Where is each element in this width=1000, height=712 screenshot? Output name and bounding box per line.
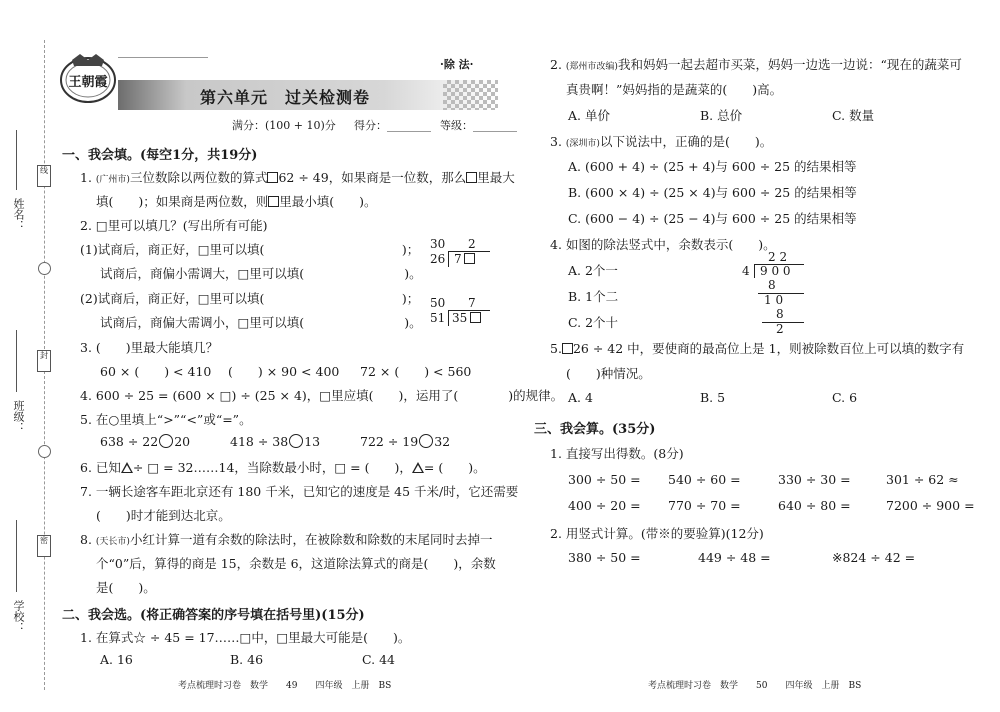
ld1-divisor: 26 <box>430 252 446 266</box>
ld2-above-left: 50 <box>430 296 446 310</box>
sidebar-mark-seal: 封 <box>37 350 51 372</box>
sidebar-class-label: 班级： <box>12 400 25 433</box>
ld1-dividend: 7 <box>454 252 462 266</box>
sidebar-school-label: 学校： <box>12 600 25 633</box>
s2-q1-option-a[interactable]: A. 16 <box>100 652 133 667</box>
r-q2-option-c[interactable]: C. 数量 <box>832 108 875 123</box>
s2-q1: 1. 在算式☆ ÷ 45 = 17……□中，□里最大可能是( )。 <box>80 630 411 645</box>
r-q3-option-b[interactable]: B. (600 × 4) ÷ (25 × 4)与 600 ÷ 25 的结果相等 <box>568 185 857 200</box>
ld1-box[interactable] <box>464 253 475 264</box>
ld2-box[interactable] <box>470 312 481 323</box>
r-q3-title <box>550 132 772 150</box>
r-q5-line2: ( )种情况。 <box>566 366 651 381</box>
q1-number: 1. <box>80 170 92 185</box>
q8-text-a: 小红计算一道有余数的除法时，在被除数和除数的末尾同时去掉一 <box>129 532 493 547</box>
ld2-divisor: 51 <box>430 311 446 325</box>
q4-text: 4. 600 ÷ 25 = (600 × □) ÷ (25 × 4)，□里应填( )，运用了( )的规律。 <box>80 388 564 403</box>
triangle-icon <box>121 462 133 473</box>
rld-remainder: 2 <box>776 322 784 336</box>
sidebar-mark-line: 线 <box>37 165 51 187</box>
ld2-dividend: 35 <box>452 311 468 325</box>
section1-title: 一、我会填。(每空1分，共19分) <box>62 148 258 163</box>
r-q3-number: 3. <box>550 134 562 149</box>
q5-title: 5. 在○里填上“>”“<”或“=”。 <box>80 412 252 427</box>
s3-q2-title: 2. 用竖式计算。(带※的要验算)(12分) <box>550 526 764 541</box>
ld2-bracket-side <box>448 310 449 326</box>
q7-line2: ( )时才能到达北京。 <box>96 508 231 523</box>
q5-a-right: 20 <box>174 434 191 449</box>
sidebar-mark-secret: 密 <box>37 535 51 557</box>
r-q3-option-a[interactable]: A. (600 + 4) ÷ (25 + 4)与 600 ÷ 25 的结果相等 <box>568 159 857 174</box>
calc-item: 400 ÷ 20 = <box>568 498 641 513</box>
sidebar-name-label: 姓名： <box>12 198 25 231</box>
sidebar-ring-1 <box>38 262 51 275</box>
score-full: 满分：(100 + 10)分 <box>232 119 336 132</box>
rld-quotient: 2 2 <box>768 250 788 264</box>
r-q4-title: 4. 如图的除法竖式中，余数表示( )。 <box>550 237 776 252</box>
sidebar-name-underline <box>16 130 17 190</box>
q5-c-circle[interactable] <box>419 434 433 448</box>
r-q4-option-c[interactable]: C. 2个十 <box>568 315 619 330</box>
q5-a-circle[interactable] <box>159 434 173 448</box>
r-q2-line1 <box>550 55 962 73</box>
r-q5-box[interactable] <box>562 343 573 354</box>
checker-pattern <box>443 80 498 110</box>
calc-item: 301 ÷ 62 ≈ <box>886 472 959 487</box>
topic-label: ·除 法· <box>440 58 474 71</box>
ld1-bracket-side <box>448 251 449 267</box>
rld-step1: 8 <box>768 278 776 292</box>
calc-item: 300 ÷ 50 = <box>568 472 641 487</box>
calc-item: 7200 ÷ 900 = <box>886 498 975 513</box>
q6-c: = ( )。 <box>423 460 486 475</box>
r-q4-option-a[interactable]: A. 2个一 <box>568 263 618 278</box>
s3-q1-title: 1. 直接写出得数。(8分) <box>550 446 684 461</box>
q5-item-c <box>360 434 450 449</box>
long-division-figure <box>740 250 810 334</box>
q6-b: ÷ □ = 32……14，当除数最小时，□ = ( )， <box>132 460 412 475</box>
q6-a: 6. 已知 <box>80 460 121 475</box>
r-q3-option-c[interactable]: C. (600 − 4) ÷ (25 − 4)与 600 ÷ 25 的结果相等 <box>568 211 857 226</box>
q3-item-c: 72 × ( ) < 560 <box>360 364 472 379</box>
sidebar-school-underline <box>16 520 17 592</box>
rld-bracket-side <box>754 264 755 278</box>
calc-item: 770 ÷ 70 = <box>668 498 741 513</box>
grade-label: 等级：________ <box>440 119 517 132</box>
q1-line2-text-a: 填( )；如果商是两位数，则 <box>96 194 269 209</box>
rld-step3: 8 <box>776 307 784 321</box>
q1-source: (广州市) <box>95 175 130 185</box>
q2-1-line2: 试商后，商偏小需调大，□里可以填( )。 <box>100 266 422 281</box>
q3-item-b: ( ) × 90 < 400 <box>228 364 340 379</box>
q5-b-left: 418 ÷ 38 <box>230 434 289 449</box>
r-q2-number: 2. <box>550 57 562 72</box>
q1-line1 <box>80 168 515 186</box>
q1-box-3[interactable] <box>268 196 279 207</box>
section3-title: 三、我会算。(35分) <box>534 422 656 437</box>
page-title: 第六单元 过关检测卷 <box>200 88 371 107</box>
score-label: 得分：________ <box>354 119 431 132</box>
rld-step2: 1 0 <box>764 293 784 307</box>
q8-source: (天长市) <box>95 537 130 547</box>
q5-a-left: 638 ÷ 22 <box>100 434 159 449</box>
q7-line1: 7. 一辆长途客车距北京还有 180 千米，已知它的速度是 45 千米/时，它还需要 <box>80 484 519 499</box>
q5-c-right: 32 <box>434 434 451 449</box>
calc-item: 640 ÷ 80 = <box>778 498 851 513</box>
q6-text <box>80 458 486 476</box>
q8-number: 8. <box>80 532 92 547</box>
r-q3-source: (深圳市) <box>565 139 600 149</box>
vertical-calc-item: ※824 ÷ 42 = <box>832 550 916 565</box>
q8-line1 <box>80 530 492 548</box>
q5-b-circle[interactable] <box>289 434 303 448</box>
header-ribbon <box>118 57 208 71</box>
vertical-calc-item: 380 ÷ 50 = <box>568 550 641 565</box>
r-q4-option-b[interactable]: B. 1个二 <box>568 289 619 304</box>
q2-2-line2: 试商后，商偏大需调小，□里可以填( )。 <box>100 315 422 330</box>
s2-q1-option-b[interactable]: B. 46 <box>230 652 264 667</box>
q2-2-line1: (2)试商后，商正好，□里可以填( )； <box>80 291 420 306</box>
sidebar-ring-2 <box>38 445 51 458</box>
q3-item-a: 60 × ( ) < 410 <box>100 364 212 379</box>
q8-line3: 是( )。 <box>96 580 156 595</box>
r-q5-number: 5. <box>550 341 562 356</box>
r-q2-option-a[interactable]: A. 单价 <box>568 108 610 123</box>
sidebar-class-underline <box>16 330 17 392</box>
ld1-above-left: 30 <box>430 237 446 251</box>
q5-item-a <box>100 434 190 449</box>
right-footer: 考点梳理时习卷 数学 50 四年级 上册 BS <box>648 681 862 691</box>
rld-divisor: 4 <box>742 264 750 278</box>
q1-line2 <box>96 192 377 210</box>
q3-title: 3. ( )里最大能填几？ <box>80 340 219 355</box>
s2-q1-option-c[interactable]: C. 44 <box>362 652 395 667</box>
calc-item: 540 ÷ 60 = <box>668 472 741 487</box>
r-q5-text: 26 ÷ 42 中，要使商的最高位上是 1，则被除数百位上可以填的数字有 <box>572 341 965 356</box>
brand-logo <box>58 52 118 104</box>
q1-text-c: 里最大 <box>477 170 515 185</box>
rld-dividend: 9 0 0 <box>760 264 791 278</box>
brand-logo-text: 王朝霞 <box>68 75 108 90</box>
left-footer: 考点梳理时习卷 数学 49 四年级 上册 BS <box>178 681 392 691</box>
q8-line2: 个“0”后，算得的商是 15，余数是 6，这道除法算式的商是( )，余数 <box>96 556 496 571</box>
calc-item: 330 ÷ 30 = <box>778 472 851 487</box>
triangle-icon <box>412 462 424 473</box>
long-division-2 <box>428 296 488 332</box>
q5-item-b <box>230 434 320 449</box>
r-q5-option-b[interactable]: B. 5 <box>700 390 726 405</box>
q1-box-2[interactable] <box>466 172 477 183</box>
section2-title: 二、我会选。(将正确答案的序号填在括号里)(15分) <box>62 608 365 623</box>
r-q5-line1 <box>550 339 964 357</box>
r-q2-source: (郑州市改编) <box>565 62 618 72</box>
r-q2-line2: 真贵啊！”妈妈指的是蔬菜的( )高。 <box>566 82 783 97</box>
q5-c-left: 722 ÷ 19 <box>360 434 419 449</box>
q2-title: 2. □里可以填几？(写出所有可能) <box>80 218 268 233</box>
vertical-calc-item: 449 ÷ 48 = <box>698 550 771 565</box>
r-q5-option-c[interactable]: C. 6 <box>832 390 858 405</box>
r-q2-option-b[interactable]: B. 总价 <box>700 108 743 123</box>
q2-1-line1: (1)试商后，商正好，□里可以填( )； <box>80 242 420 257</box>
r-q3-text: 以下说法中，正确的是( )。 <box>599 134 773 149</box>
r-q2-text: 我和妈妈一起去超市买菜，妈妈一边选一边说：“现在的蔬菜可 <box>617 57 962 72</box>
q1-line2-text-b: 里最小填( )。 <box>279 194 377 209</box>
q1-box-1[interactable] <box>267 172 278 183</box>
ld2-quotient: 7 <box>468 296 476 310</box>
long-division-1 <box>428 237 488 273</box>
q1-text-b: 62 ÷ 49，如果商是一位数，那么 <box>278 170 467 185</box>
r-q5-option-a[interactable]: A. 4 <box>568 390 593 405</box>
ld1-quotient: 2 <box>468 237 476 251</box>
q5-b-right: 13 <box>304 434 321 449</box>
q1-text-a: 三位数除以两位数的算式 <box>129 170 268 185</box>
